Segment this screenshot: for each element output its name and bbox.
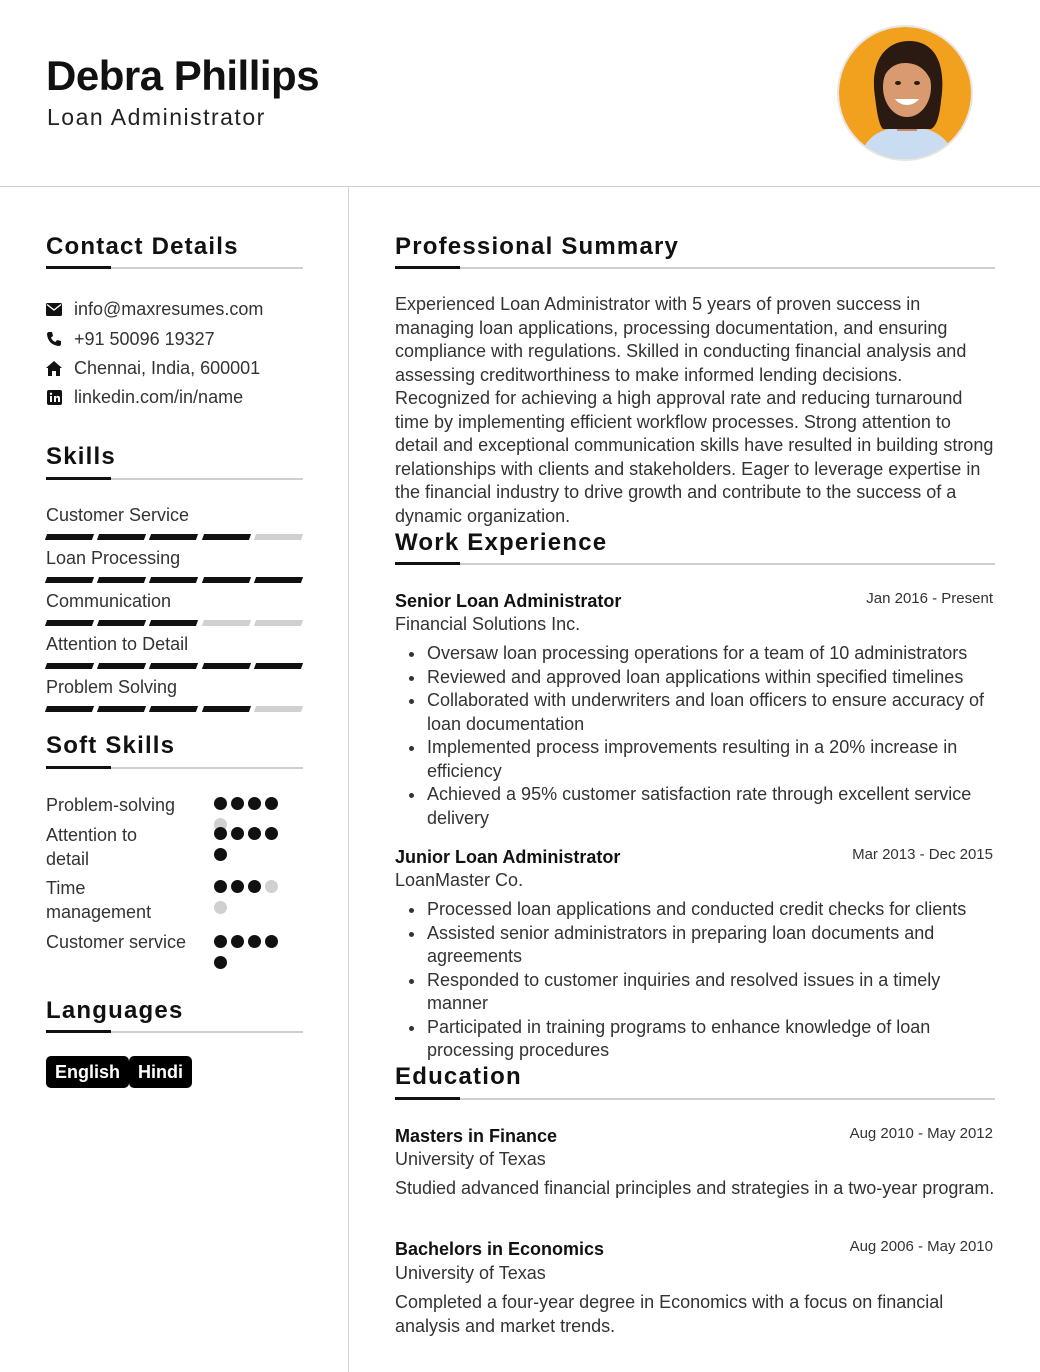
skill-bar bbox=[46, 663, 302, 669]
list-item: Achieved a 95% customer satisfaction rate through excellent service delivery bbox=[427, 783, 997, 830]
rating-dot bbox=[214, 935, 227, 948]
skill-segment bbox=[45, 534, 94, 540]
soft-skills-rule bbox=[46, 767, 303, 769]
skill-segment bbox=[149, 577, 198, 583]
skills-rule bbox=[46, 478, 303, 480]
skill-bar bbox=[46, 534, 302, 540]
rating-dot bbox=[231, 827, 244, 840]
resume-header bbox=[0, 0, 1040, 187]
rating-dot bbox=[214, 797, 227, 810]
language-badge-hindi: Hindi bbox=[129, 1056, 192, 1088]
rating-dot bbox=[248, 935, 261, 948]
soft-skill-label: Customer service bbox=[46, 932, 187, 952]
linkedin-icon bbox=[46, 389, 62, 405]
job-company: Financial Solutions Inc. bbox=[395, 614, 581, 634]
skill-label: Customer Service bbox=[46, 505, 190, 525]
experience-heading: Work Experience bbox=[395, 529, 608, 556]
envelope-icon bbox=[46, 301, 62, 317]
skill-segment bbox=[97, 534, 146, 540]
rating-dot bbox=[265, 827, 278, 840]
skill-label: Communication bbox=[46, 591, 172, 611]
contact-heading: Contact Details bbox=[46, 233, 239, 260]
skill-segment bbox=[97, 577, 146, 583]
soft-skill-label: Problem-solving bbox=[46, 795, 176, 815]
soft-skill-label: Time management bbox=[46, 878, 152, 922]
rating-dot bbox=[265, 935, 278, 948]
degree-dates: Aug 2010 - May 2012 bbox=[849, 1125, 993, 1142]
skill-segment bbox=[45, 620, 94, 626]
skill-bar bbox=[46, 620, 302, 626]
contact-location bbox=[46, 356, 260, 380]
soft-skill-dots bbox=[214, 880, 288, 914]
contact-phone[interactable] bbox=[46, 327, 215, 351]
degree-title: Bachelors in Economics bbox=[395, 1239, 605, 1259]
skill-segment bbox=[254, 663, 303, 669]
skill-segment bbox=[254, 577, 303, 583]
skill-label: Loan Processing bbox=[46, 548, 181, 568]
skill-segment bbox=[202, 577, 251, 583]
experience-rule bbox=[395, 563, 995, 565]
column-divider bbox=[348, 187, 349, 1372]
job-bullets bbox=[427, 898, 997, 1063]
rating-dot bbox=[214, 880, 227, 893]
soft-skill-dots bbox=[214, 935, 288, 969]
profile-photo bbox=[837, 25, 973, 161]
contact-location-text: Chennai, India, 600001 bbox=[74, 357, 261, 378]
rating-dot bbox=[214, 901, 227, 914]
contact-email[interactable] bbox=[46, 297, 263, 321]
education-rule bbox=[395, 1098, 995, 1100]
skill-segment bbox=[97, 663, 146, 669]
soft-skill-label: Attention to detail bbox=[46, 825, 138, 869]
education-heading: Education bbox=[395, 1063, 522, 1090]
skill-segment bbox=[254, 620, 303, 626]
summary-rule bbox=[395, 267, 995, 269]
list-item: Oversaw loan processing operations for a team of 10 administrators bbox=[427, 642, 997, 666]
skills-heading: Skills bbox=[46, 443, 116, 470]
degree-school: University of Texas bbox=[395, 1149, 546, 1169]
skill-segment bbox=[149, 706, 198, 712]
candidate-name: Debra Phillips bbox=[46, 52, 320, 99]
job-title: Junior Loan Administrator bbox=[395, 847, 621, 867]
rating-dot bbox=[231, 880, 244, 893]
phone-icon bbox=[46, 331, 62, 347]
job-company: LoanMaster Co. bbox=[395, 870, 524, 890]
list-item: Processed loan applications and conducted credit checks for clients bbox=[427, 898, 997, 922]
contact-email-text: info@maxresumes.com bbox=[74, 298, 264, 319]
skill-segment bbox=[202, 620, 251, 626]
degree-description: Completed a four-year degree in Economics with a focus on financial analysis and market trends. bbox=[395, 1292, 944, 1336]
degree-title: Masters in Finance bbox=[395, 1126, 558, 1146]
skill-segment bbox=[45, 663, 94, 669]
contact-linkedin[interactable] bbox=[46, 385, 243, 409]
skill-segment bbox=[202, 706, 251, 712]
skill-segment bbox=[97, 620, 146, 626]
skill-segment bbox=[149, 620, 198, 626]
skill-segment bbox=[97, 706, 146, 712]
rating-dot bbox=[248, 797, 261, 810]
rating-dot bbox=[214, 827, 227, 840]
candidate-title: Loan Administrator bbox=[47, 104, 266, 130]
rating-dot bbox=[265, 880, 278, 893]
languages-rule bbox=[46, 1031, 303, 1033]
skill-bar bbox=[46, 577, 302, 583]
skill-bar bbox=[46, 706, 302, 712]
skill-segment bbox=[254, 534, 303, 540]
rating-dot bbox=[248, 827, 261, 840]
list-item: Assisted senior administrators in preparing loan documents and agreements bbox=[427, 922, 997, 969]
summary-text: Experienced Loan Administrator with 5 years of proven success in managing loan applications, processing documentation, and ensuring compliance with regulations. Skilled in conducting financial analysis and assessing creditworthiness to make informed lending decisions. Recognized for achieving a high approval rate and reducing turnaround time by implementing efficient workflow processes. Strong attention to detail and exceptional communication skills have resulted in building strong relationships with clients and stakeholders. Eager to leverage expertise in the financial industry to drive growth and contribute to the success of a dynamic organization. bbox=[395, 294, 994, 526]
contact-linkedin-text: linkedin.com/in/name bbox=[74, 386, 244, 407]
summary-heading: Professional Summary bbox=[395, 233, 680, 260]
home-icon bbox=[46, 360, 62, 376]
list-item: Implemented process improvements resulting in a 20% increase in efficiency bbox=[427, 736, 997, 783]
rating-dot bbox=[231, 797, 244, 810]
job-bullets bbox=[427, 642, 997, 830]
job-dates: Jan 2016 - Present bbox=[866, 590, 993, 607]
skill-segment bbox=[202, 663, 251, 669]
skill-label: Problem Solving bbox=[46, 677, 178, 697]
rating-dot bbox=[231, 935, 244, 948]
contact-phone-text: +91 50096 19327 bbox=[74, 328, 215, 349]
list-item: Participated in training programs to enhance knowledge of loan processing procedures bbox=[427, 1016, 997, 1063]
degree-school: University of Texas bbox=[395, 1263, 546, 1283]
skill-segment bbox=[45, 577, 94, 583]
rating-dot bbox=[214, 956, 227, 969]
skill-segment bbox=[254, 706, 303, 712]
list-item: Collaborated with underwriters and loan officers to ensure accuracy of loan documentation bbox=[427, 689, 997, 736]
skill-segment bbox=[149, 534, 198, 540]
languages-heading: Languages bbox=[46, 997, 184, 1024]
soft-skill-dots bbox=[214, 827, 288, 861]
job-title: Senior Loan Administrator bbox=[395, 591, 622, 611]
skill-segment bbox=[45, 706, 94, 712]
soft-skills-heading: Soft Skills bbox=[46, 732, 176, 759]
contact-rule bbox=[46, 267, 303, 269]
skill-segment bbox=[149, 663, 198, 669]
soft-skill-dots bbox=[214, 797, 288, 831]
list-item: Responded to customer inquiries and resolved issues in a timely manner bbox=[427, 969, 997, 1016]
job-dates: Mar 2013 - Dec 2015 bbox=[852, 846, 993, 863]
rating-dot bbox=[265, 797, 278, 810]
skill-segment bbox=[202, 534, 251, 540]
rating-dot bbox=[248, 880, 261, 893]
degree-description: Studied advanced financial principles and strategies in a two-year program. bbox=[395, 1178, 995, 1198]
rating-dot bbox=[214, 848, 227, 861]
degree-dates: Aug 2006 - May 2010 bbox=[849, 1238, 993, 1255]
skill-label: Attention to Detail bbox=[46, 634, 189, 654]
list-item: Reviewed and approved loan applications within specified timelines bbox=[427, 666, 997, 690]
language-badge-english: English bbox=[46, 1056, 129, 1088]
